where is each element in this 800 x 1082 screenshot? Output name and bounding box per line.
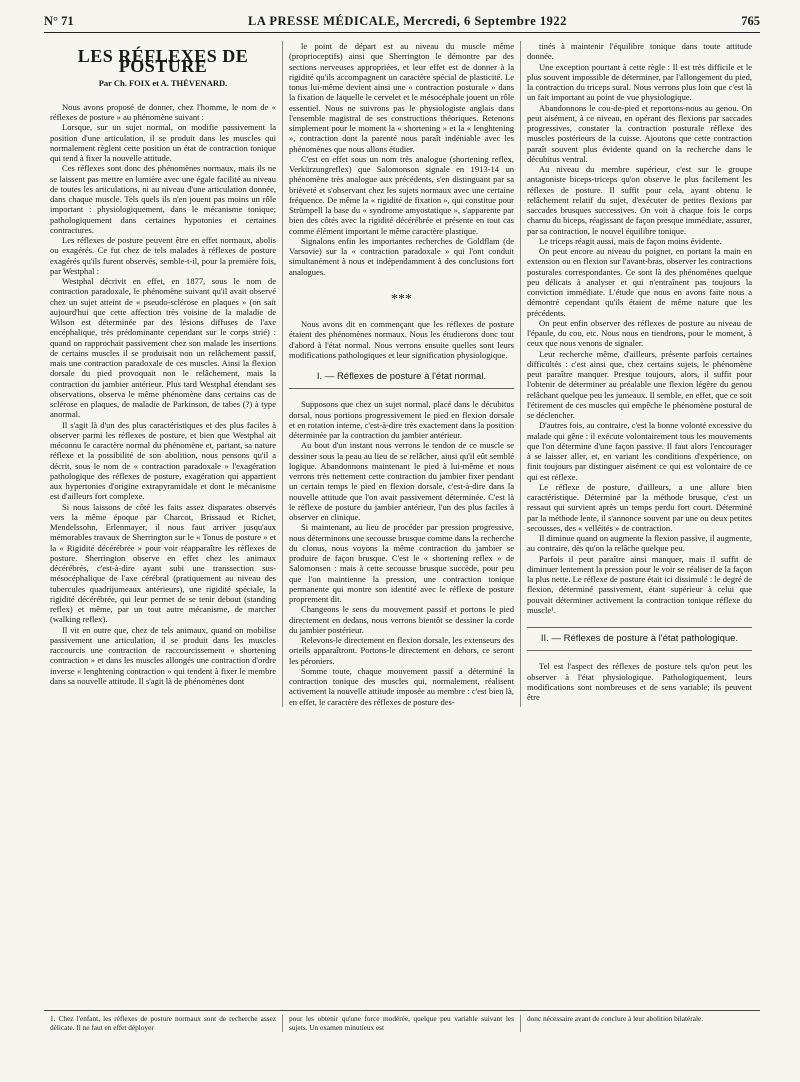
section-heading-2: II. — Réflexes de posture à l'état pathologique.	[527, 627, 752, 651]
paragraph: Signalons enfin les importantes recherches de Goldflam (de Varsovie) sur la « contraction paradoxale » qui l'ont conduit simultanément à nous et indépendamment à des conclusions fort analogues.	[289, 235, 514, 277]
paragraph: On peut enfin observer des réflexes de posture au niveau de l'épaule, du cou, etc. Nous nous en tiendrons, pour le moment, à ceux que nous venons de signaler.	[527, 317, 752, 349]
column-3-body-a	[527, 41, 752, 615]
footnote-col-3: donc nécessaire avant de conclure à leur abolition bilatérale.	[520, 1015, 758, 1032]
paragraph: Si maintenant, au lieu de procéder par pression progressive, nous déterminons une secousse brusque comme dans la recherche du clonus, nous voyons la même contraction du jambier se produire de façon brusque. C'est le « shortening reflex » de Salomonsen : mais à cette secousse brusque succède, pour peu que l'on maintienne la pression, une contraction tonique permanente qui montre son identité avec le réflexe de posture proprement dit.	[289, 522, 514, 604]
paragraph: On peut encore au niveau du poignet, en portant la main en extension ou en flexion sur l'avant-bras, observer les contractions posturales correspondantes. Ce sont là des phénomènes quelque peu délicats à analyser et qui n'entraînent pas toujours la conviction immédiate. L'étude que nous en avons faite nous a démontré cependant qu'ils étaient de même nature que les précédents.	[527, 246, 752, 318]
paragraph: Abandonnons le cou-de-pied et reportons-nous au genou. On peut aisément, à ce niveau, en opérant des flexions par saccades progressives, constater la contraction posturale réflexe des muscles postérieurs de la cuisse. Ajoutons que cette contraction paraît souvent plus évidente quand on la recherche dans le décubitus ventral.	[527, 102, 752, 164]
paragraph: Au niveau du membre supérieur, c'est sur le groupe antagoniste biceps-triceps qu'on observe le plus facilement les réflexes de posture. Il suffit pour cela, ayant obtenu le relâchement relatif du sujet, d'exécuter de petites flexions par saccades brusques successives. On voit à chaque fois le corps charnu du biceps, réagissant de façon presque immédiate, assurer, par sa contraction, le nouvel équilibre tonique.	[527, 164, 752, 236]
article-title: LES RÉFLEXES DE POSTURE	[77, 46, 249, 77]
paragraph: Nous avons dit en commençant que les réflexes de posture étaient des phénomènes normaux. Nous les étudierons donc tout d'abord à l'état normal. Nous verrons ensuite quelles sont leurs modifications pathologiques et leur signification physiologique.	[289, 319, 514, 360]
paragraph: Il diminue quand on augmente la flexion passive, il augmente, au contraire, dès qu'on la relâche quelque peu.	[527, 533, 752, 554]
column-1	[44, 41, 282, 707]
paragraph: Si nous laissons de côté les faits assez disparates observés vers la même époque par Charcot, Brissaud et Richet, Mendelssohn, Erlenmayer, il nous faut arriver jusqu'aux mémorables travaux de Sherrington sur le « Tonus de posture » et la « Rigidité décérébrée » pour voir réapparaître les réflexes de posture. Sherrington observe en effet chez les animaux décérébrés, c'est-à-dire ayant subi une transsection sus-mésocéphalique de l'axe cérébral (pratiquement au niveau des tubercules quadrijumeaux antérieurs), une rigidité spéciale, la rigidité décérébrée, qui leur permet de se tenir debout (standing reflex) et même, par un tout autre mécanisme, de marcher (walking reflex).	[50, 501, 276, 625]
paragraph: Une exception pourtant à cette règle : Il est très difficile et le plus souvent impossible de déterminer, par l'allongement du pied, la contraction du triceps sural. Nous verrons plus loin que c'est là un fait important au point de vue physiologique.	[527, 61, 752, 103]
issue-number: N° 71	[44, 14, 74, 28]
paragraph: Ces réflexes sont donc des phénomènes normaux, mais ils ne se laissent pas mettre en lumière avec une égale facilité au niveau de toutes les articulations, ni au niveau d'une articulation donnée, dans chaque muscle. Tels quels ils n'en jouent pas moins un rôle important : physiologiquement, dans le mécanisme tonique; pathologiquement dans certaines hypotonies et certaines contractures.	[50, 163, 276, 235]
paragraph: Somme toute, chaque mouvement passif a déterminé la contraction tonique des muscles qui, normalement, réalisent activement la nouvelle attitude imposée au membre : c'est bien là, en effet, le caractère des réflexes de posture des-	[289, 665, 514, 707]
article-byline: Par Ch. FOIX et A. THÉVENARD.	[98, 77, 228, 88]
paragraph: Westphal décrivit en effet, en 1877, sous le nom de contraction paradoxale, le phénomène suivant qu'il avait observé chez un sujet atteint de « pseudo-sclérose en plaques » (on sait aujourd'hui que cette affection très voisine de la maladie de Wilson est déterminée par des lésions diffuses de l'axe encéphalique, très prédominante cependant sur le corps strié) : quand on rapprochait passivement chez son malade les insertions de certains muscles il se produisait non un relâchement passif, mais une contraction paradoxale de ces muscles. Ainsi la flexion dorsale du pied provoquait non le relâchement, mais la contraction du jambier antérieur. Plus tard Westphal étendant ses observations, observa le même phénomène dans certains cas de sclérose en plaques, de maladie de Parkinson, de tabes (?) à type anormal.	[50, 276, 276, 420]
footnotes	[44, 1010, 760, 1032]
journal-title: LA PRESSE MÉDICALE, Mercredi, 6 Septembre 1922	[248, 14, 567, 28]
paragraph: Parfois il peut paraître ainsi manquer, mais il suffit de diminuer lentement la pression pour le voir se réaliser de la façon la plus nette. Le réflexe de posture était ici dissimulé : le degré de flexion, déterminé passivement, étant supérieur à celui que pouvait déterminer activement la contraction tonique réflexe du muscle¹.	[527, 553, 752, 615]
footnote-col-1: 1. Chez l'enfant, les réflexes de posture normaux sont de recherche assez délicate. Il ne faut en effet déployer	[50, 1014, 276, 1032]
paragraph: Supposons que chez un sujet normal, placé dans le décubitus dorsal, nous portions progressivement le pied en flexion dorsale et en rotation interne, c'est-à-dire très exactement dans la position déterminée par la contraction du jambier antérieur.	[289, 399, 514, 440]
paragraph: D'autres fois, au contraire, c'est la bonne volonté excessive du malade qui gêne : il exécute volontairement tous les mouvements que l'on détermine d'une façon passive. Il faut alors l'encourager à se laisser aller, et, en variant les conditions d'expérience, on finit toujours par distinguer aisément ce qui est volontaire de ce qui est réflexe.	[527, 420, 752, 482]
footnote-col-2: pour les obtenir qu'une force modérée, quelque peu variable suivant les sujets. Un examen minutieux est	[282, 1015, 520, 1032]
paragraph: Au bout d'un instant nous verrons le tendon de ce muscle se dessiner sous la peau au lieu de se relâcher, ainsi qu'il eût semblé logique. Abandonnons maintenant le pied à lui-même et nous verrons très nettement cette contraction du jambier fixer pendant un certain temps le pied en flexion dorsale, c'est-à-dire dans la nouvelle attitude que l'on avait passivement déterminée. C'est là le réflexe de posture du jambier antérieur, l'un des plus faciles à observer en clinique.	[289, 440, 514, 522]
section-heading-1: I. — Réflexes de posture à l'état normal.	[289, 372, 514, 389]
paragraph: Relevons-le directement en flexion dorsale, les extenseurs des orteils apparaîtront. Portons-le directement en dehors, ce seront les péroniers.	[289, 635, 514, 666]
column-2-body-b	[289, 319, 514, 360]
paragraph: Changeons le sens du mouvement passif et portons le pied directement en dedans, nous verrons bientôt se dessiner la corde du jambier postérieur.	[289, 604, 514, 635]
column-1-body	[50, 102, 276, 686]
paragraph: Il s'agit là d'un des plus caractéristiques et des plus faciles à observer parmi les réflexes de posture, et bien que Westphal ait méconnu le caractère normal du phénomène et, partant, sa nature réflexe et la possibilité de son abolition, nous pensons qu'il a décrit, sous le nom de « contraction paradoxale » l'exagération pathologique des réflexes de posture, exagération qui appartient aux hypertonies d'origine extrapyramidale et dont le mécanisme est d'ailleurs fort complexe.	[50, 419, 276, 502]
column-3-body-b	[527, 661, 752, 702]
paragraph: Le triceps réagit aussi, mais de façon moins évidente.	[539, 235, 722, 246]
running-header	[44, 14, 760, 33]
column-2-body-c	[289, 399, 514, 707]
column-2-body-a	[289, 41, 514, 277]
paragraph: Leur recherche même, d'ailleurs, présente parfois certaines difficultés : c'est ainsi que, chez certains sujets, le phénomène peut paraître manquer. Presque toujours, alors, il suffit pour l'obtenir de déterminer au préalable une flexion légère du genou relâchant quelque peu les jumeaux. Il semble, en effet, que ce soit l'étirement de ces muscles qui empêche le phénomène postural de se déclencher.	[527, 348, 752, 420]
page-number: 765	[741, 14, 760, 28]
paragraph: le point de départ est au niveau du muscle même (proprioceptifs) ainsi que Sherrington le démontre par des sections nerveuses appropriées, et leur effet est de donner à la rigidité qu'ils accompagnent un caractère spécial de plasticité. Le tonus lui-même devient ainsi une « contraction posturale » dans la fixation de laquelle le cervelet et le mésocéphale jouent un rôle essentiel. Nous ne suivrons pas le physiologiste anglais dans l'ensemble magistral de ses constructions théoriques. Retenons simplement pour le moment la « shortening » et la « lenghtening », contraction dont la parenté nous paraît indéniable avec les phénomènes que nous allons étudier.	[289, 41, 514, 154]
paragraph: Nous avons proposé de donner, chez l'homme, le nom de « réflexes de posture » au phénomène suivant :	[50, 101, 276, 122]
paragraph: Le réflexe de posture, d'ailleurs, a une allure bien caractéristique. Déterminé par la méthode brusque, c'est un ressaut qui survient après un temps perdu fort court. Déterminé par la méthode lente, il s'annonce souvent par une ou deux petites secousses, des « velléités » de contraction.	[527, 481, 752, 533]
paragraph: C'est en effet sous un nom très analogue (shortening reflex, Verkürzungreflex) que Salomonson signale en 1913-14 un phénomène très analogue aux précédents, s'en distinguant par sa brièveté et s'observant chez les sujets normaux avec une certaine fréquence. De même la « rigidité de fixation », qui constitue pour Strümpell la base du « syndrome amyostatique », s'apparente par bien des côtés avec la rigidité décérébrée et présente en tout cas comme élément important le même caractère plastique.	[289, 153, 514, 236]
section-separator-stars: ***	[391, 291, 412, 307]
paragraph: Tel est l'aspect des réflexes de posture tels qu'on peut les observer à l'état physiologique. Pathologiquement, leurs modifications sont nombreuses et de sens variable; ils peuvent être	[527, 661, 752, 702]
column-3	[520, 41, 758, 707]
article-columns	[44, 41, 760, 707]
paragraph: Il vit en outre que, chez de tels animaux, quand on mobilise passivement une articulation, il se produit dans les muscles raccourcis une contraction de raccourcissement « shortening contraction » et dans les muscles allongés une contraction d'ordre inverse « lenghtening contraction » qui tendent à fixer le membre dans sa nouvelle attitude. Il s'agit là de phénomènes dont	[50, 624, 276, 686]
paragraph: Les réflexes de posture peuvent être en effet normaux, abolis ou exagérés. Ce fut chez de tels malades à réflexes de posture exagérés qu'ils furent observés, semble-t-il, pour la première fois, par Westphal :	[50, 235, 276, 276]
column-2	[282, 41, 520, 707]
paragraph: Lorsque, sur un sujet normal, on modifie passivement la position d'une articulation, il se produit dans les muscles qui normalement règlent cette position un état de contraction tonique qui tend à fixer la nouvelle attitude.	[50, 122, 276, 163]
paragraph: tinés à maintenir l'équilibre tonique dans toute attitude donnée.	[527, 41, 752, 62]
